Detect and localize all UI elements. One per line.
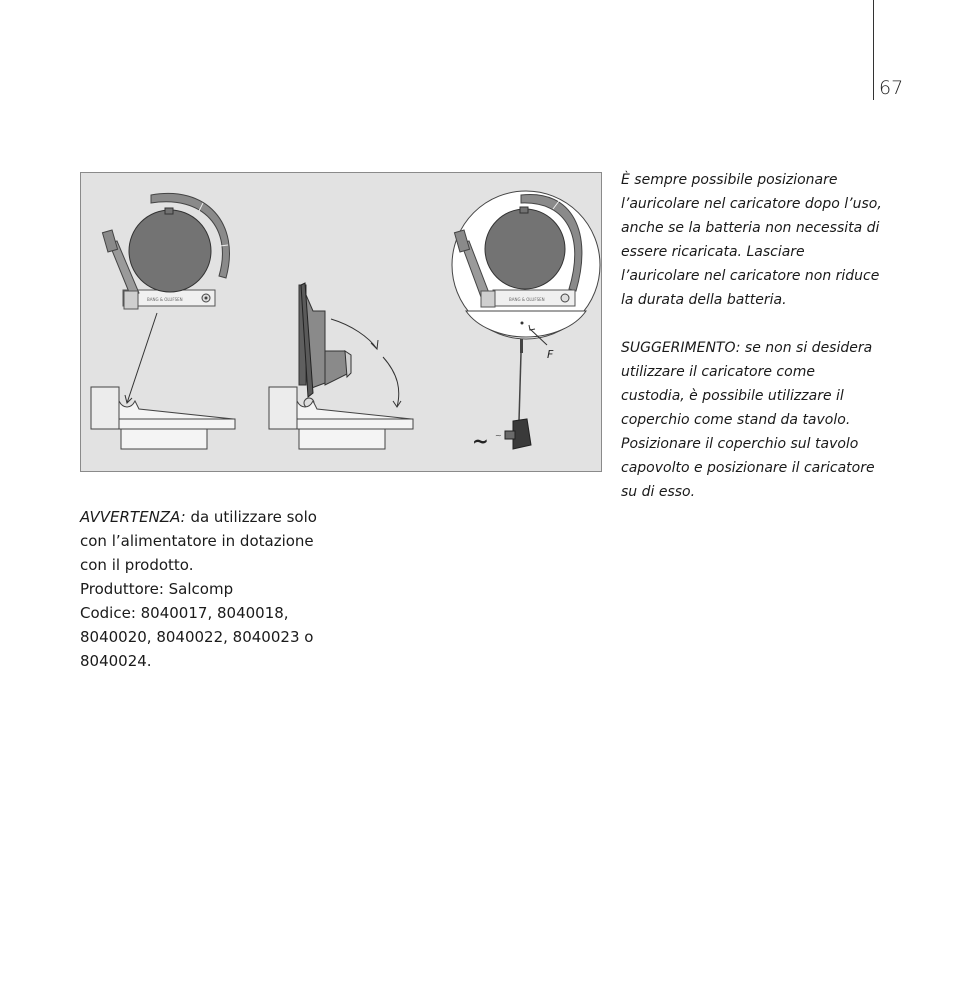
svg-text:BANG & OLUFSEN: BANG & OLUFSEN	[509, 297, 545, 302]
charger-base-2	[269, 387, 413, 449]
tip-paragraph-1: È sempre possibile posizionare l’auricolare nel caricatore dopo l’uso, anche se la batteria non necessita di essere ricaricata. Lasciare l’auricolare nel caricatore non riduce la durata della batteria.	[621, 172, 882, 308]
page-rule	[873, 0, 874, 100]
headset-illustration-2	[299, 283, 401, 408]
svg-text:BANG & OLUFSEN: BANG & OLUFSEN	[147, 297, 183, 302]
headset-in-charger-3	[452, 191, 600, 345]
page-number: 67	[879, 77, 904, 99]
warning-line-4: Produttore: Salcomp	[80, 580, 234, 598]
tip-paragraph-2: SUGGERIMENTO: se non si desidera utilizzare il caricatore come custodia, è possibile utilizzare il coperchio come stand da tavolo. Posizionare il coperchio sul tavolo capovolto e posizionare il caricatore su di esso.	[621, 340, 875, 500]
charger-base-1	[91, 387, 235, 449]
tip-column	[621, 168, 883, 528]
warning-line-2: con l’alimentatore in dotazione	[80, 532, 314, 550]
warning-line-6: 8040020, 8040022, 8040023 o	[80, 628, 314, 646]
ac-symbol: ~	[472, 429, 489, 453]
power-adapter	[505, 419, 531, 449]
warning-first-line	[80, 505, 350, 529]
charger-illustration	[80, 172, 602, 472]
marker-f: F	[547, 348, 554, 361]
warning-line-3: con il prodotto.	[80, 556, 194, 574]
power-cable	[519, 339, 523, 421]
warning-line-5: Codice: 8040017, 8040018,	[80, 604, 289, 622]
warning-line-7: 8040024.	[80, 652, 152, 670]
charger-illustration-svg	[81, 173, 601, 471]
headset-illustration-1	[102, 193, 229, 403]
ac-symbol-small: ~	[495, 431, 502, 440]
warning-block	[80, 505, 350, 673]
warning-line-1: da utilizzare solo	[185, 508, 317, 526]
warning-label: AVVERTENZA:	[80, 508, 186, 526]
